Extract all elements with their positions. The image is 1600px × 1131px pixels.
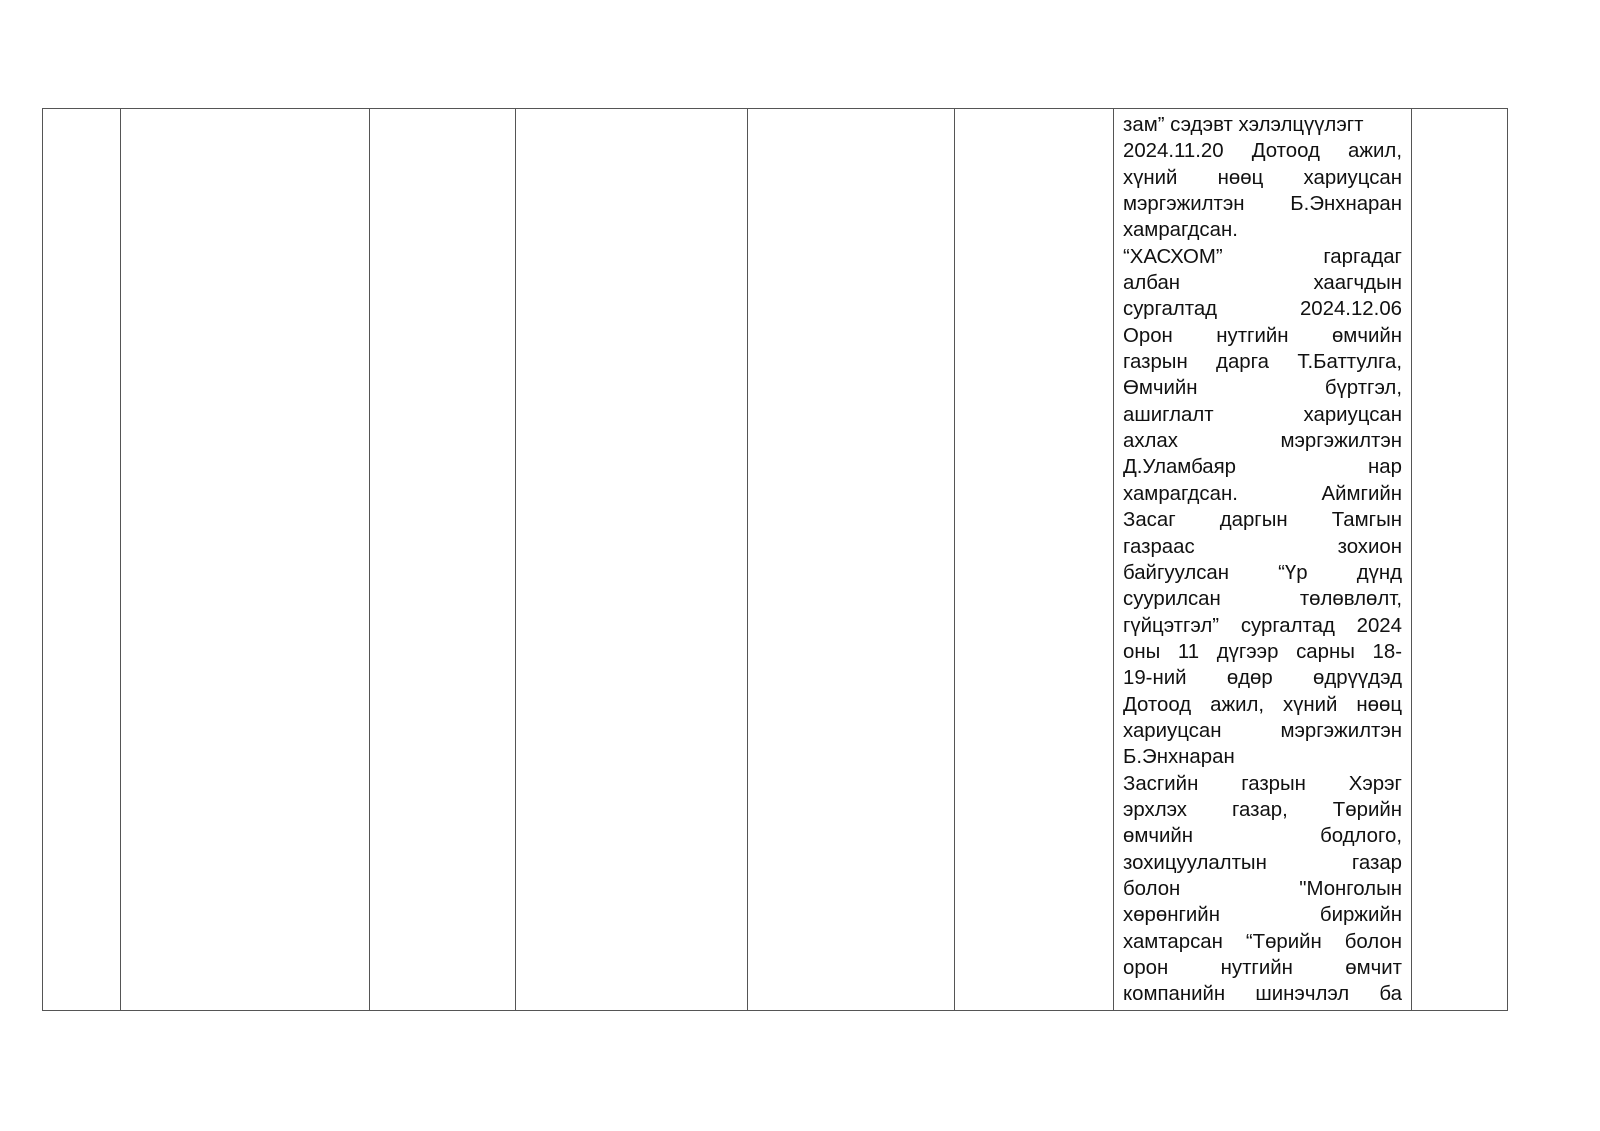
- table-cell-8: [1412, 109, 1508, 1011]
- text-line: гүйцэтгэл” сургалтад 2024: [1123, 614, 1402, 637]
- text-line: хөрөнгийн биржийн: [1123, 904, 1402, 927]
- text-line: суурилсан төлөвлөлт,: [1123, 588, 1402, 611]
- text-line: сургалтад 2024.12.06: [1123, 298, 1402, 321]
- activity-text-block: [1123, 112, 1402, 1008]
- text-line: албан хаагчдын: [1123, 272, 1402, 295]
- text-line: 2024.11.20 Дотоод ажил,: [1123, 140, 1402, 163]
- text-line: өмчийн бодлого,: [1123, 825, 1402, 848]
- text-line: Дотоод ажил, хүний нөөц: [1123, 693, 1402, 716]
- text-line: ашиглалт хариуцсан: [1123, 403, 1402, 426]
- table-cell-5: [748, 109, 955, 1011]
- text-line: компанийн шинэчлэл ба: [1123, 983, 1402, 1006]
- table-cell-6: [955, 109, 1114, 1011]
- text-line: Засаг даргын Тамгын: [1123, 509, 1402, 532]
- table-row: [43, 109, 1508, 1011]
- text-line: зам” сэдэвт хэлэлцүүлэгт: [1123, 114, 1364, 136]
- text-line: хамрагдсан.: [1123, 219, 1238, 242]
- text-line: эрхлэх газар, Төрийн: [1123, 798, 1402, 821]
- text-line: Д.Уламбаяр нар: [1123, 456, 1402, 479]
- table-cell-3: [370, 109, 516, 1011]
- text-line: Б.Энхнаран: [1123, 746, 1235, 769]
- text-line: 19-ний өдөр өдрүүдэд: [1123, 667, 1402, 690]
- text-line: байгуулсан “Үр дүнд: [1123, 561, 1402, 584]
- text-line: газрын дарга Т.Баттулга,: [1123, 351, 1402, 374]
- table-cell-7-activity-text: [1114, 109, 1412, 1011]
- table-cell-1: [43, 109, 121, 1011]
- report-table: [42, 108, 1508, 1011]
- text-line: зохицуулалтын газар: [1123, 851, 1402, 874]
- text-line: хамрагдсан. Аймгийн: [1123, 482, 1402, 505]
- text-line: хамтарсан “Төрийн болон: [1123, 930, 1402, 953]
- text-line: болон "Монголын: [1123, 877, 1402, 900]
- text-line: Орон нутгийн өмчийн: [1123, 324, 1402, 347]
- text-line: хариуцсан мэргэжилтэн: [1123, 719, 1402, 742]
- text-line: оны 11 дүгээр сарны 18-: [1123, 640, 1402, 663]
- table-cell-4: [516, 109, 748, 1011]
- text-line: “ХАСХОМ” гаргадаг: [1123, 245, 1402, 268]
- text-line: Өмчийн бүртгэл,: [1123, 377, 1402, 400]
- text-line: Засгийн газрын Хэрэг: [1123, 772, 1402, 795]
- text-line: орон нутгийн өмчит: [1123, 957, 1402, 979]
- text-line: ахлах мэргэжилтэн: [1123, 430, 1402, 453]
- text-line: мэргэжилтэн Б.Энхнаран: [1123, 193, 1402, 216]
- text-line: хүний нөөц хариуцсан: [1123, 166, 1402, 189]
- table-cell-2: [121, 109, 370, 1011]
- text-line: газраас зохион: [1123, 535, 1402, 558]
